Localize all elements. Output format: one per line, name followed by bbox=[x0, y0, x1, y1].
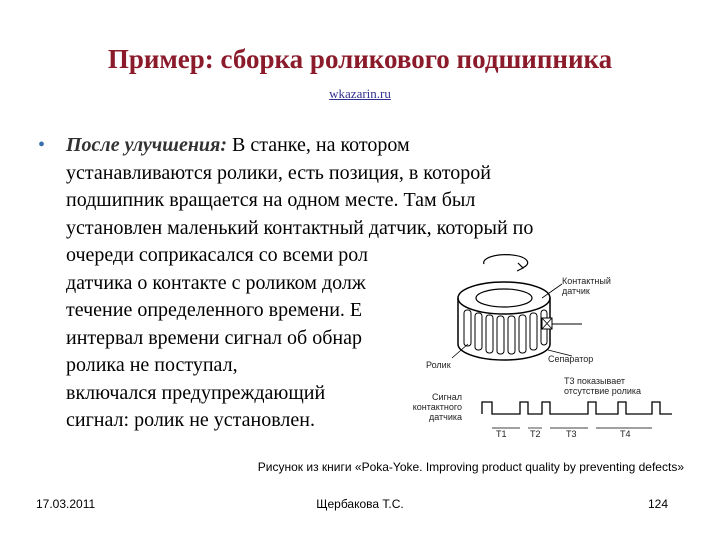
text-line-4: установлен маленький контактный датчик, который по bbox=[66, 216, 534, 239]
roller-label: Ролик bbox=[426, 360, 451, 370]
page-number: 124 bbox=[648, 497, 669, 511]
timing-label-t2: T2 bbox=[530, 429, 541, 439]
text-line-1: В станке, на котором bbox=[227, 134, 410, 156]
timing-signal bbox=[482, 402, 672, 414]
text-line-11: сигнал: ролик не установлен. bbox=[66, 409, 315, 431]
separator-label: Сепаратор bbox=[548, 354, 594, 364]
text-line-3: подшипник вращается на одном месте. Там был bbox=[66, 189, 476, 211]
text-line-7: течение определенного времени. Е bbox=[66, 299, 363, 321]
t3-note: T3 показывает отсутствие ролика bbox=[564, 376, 642, 396]
sensor-label: Контактный датчик bbox=[562, 276, 611, 296]
bullet-icon: • bbox=[38, 134, 46, 156]
text-line-5: очереди соприкасался со всеми рол bbox=[66, 244, 368, 266]
text-line-2: устанавливаются ролики, есть позиция, в которой bbox=[66, 161, 491, 184]
text-line-8: интервал времени сигнал об обнар bbox=[66, 326, 362, 349]
text-line-10: включался предупреждающий bbox=[66, 381, 326, 404]
bearing-figure bbox=[412, 246, 712, 456]
bullet-lead: После улучшения: bbox=[66, 134, 228, 156]
timing-label-t1: T1 bbox=[496, 429, 507, 439]
rollers bbox=[464, 310, 547, 354]
slide-title: Пример: сборка роликового подшипника bbox=[107, 44, 613, 74]
signal-label: Сигнал контактного датчика bbox=[412, 392, 462, 422]
timing-label-t3: T3 bbox=[566, 429, 577, 439]
timing-label-t4: T4 bbox=[620, 429, 631, 439]
footer-date: 17.03.2011 bbox=[36, 497, 96, 511]
figure-caption: Рисунок из книги «Poka-Yoke. Improving product quality by preventing defects» bbox=[257, 460, 684, 474]
text-line-9: ролика не поступал, bbox=[66, 354, 238, 376]
text-line-6: датчика о контакте с роликом долж bbox=[66, 271, 366, 294]
source-link[interactable]: wkazarin.ru bbox=[329, 86, 391, 101]
footer-author: Щербакова Т.С. bbox=[316, 497, 404, 511]
